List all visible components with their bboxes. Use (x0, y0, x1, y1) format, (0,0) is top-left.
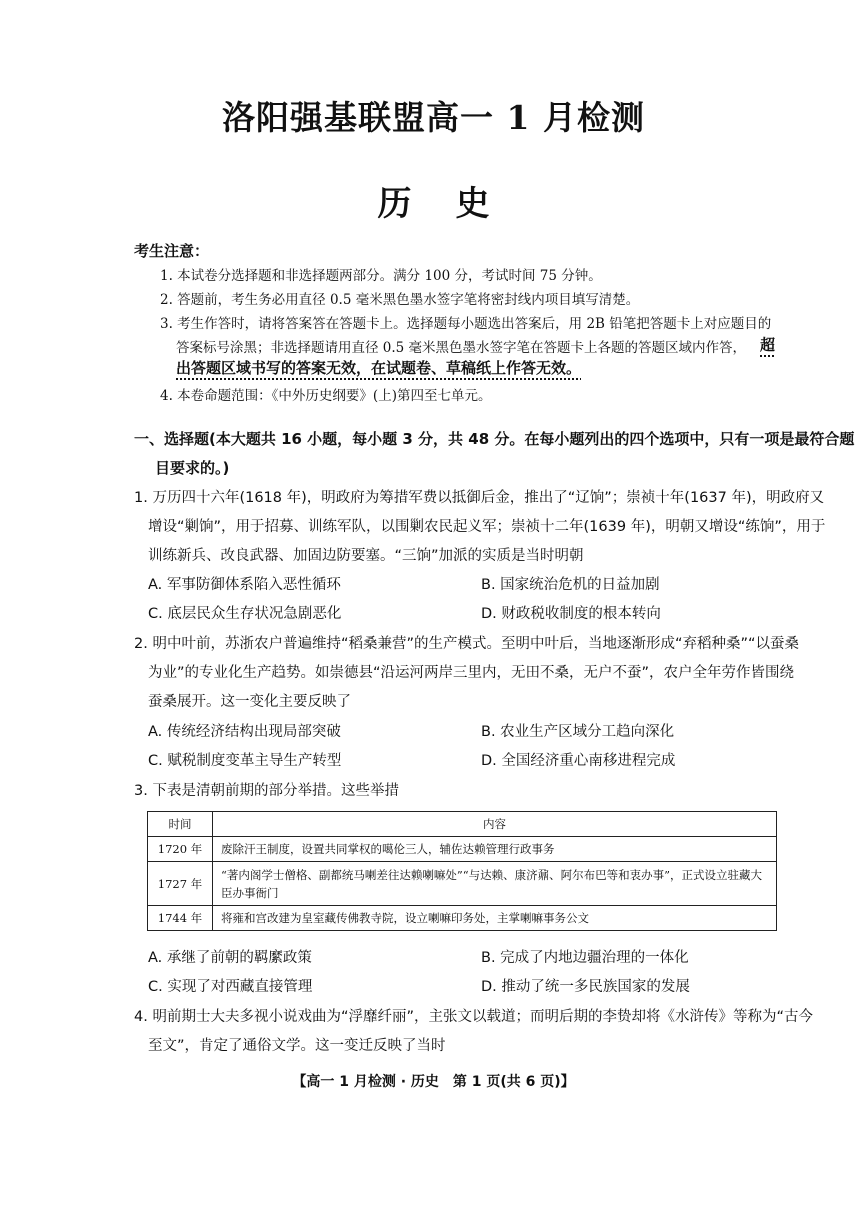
table-cell-time: 1744 年 (148, 906, 213, 931)
table-row (148, 862, 777, 906)
q2-stem-3: 蚕桑展开。这一变化主要反映了 (148, 694, 351, 710)
notice-item-2: 2. 答题前，考生务必用直径 0.5 毫米黑色墨水签字笔将密封线内项目填写清楚。 (160, 292, 640, 308)
q4-stem-1: 4. 明前期士大夫多视小说戏曲为“浮靡纤丽”，主张文以载道；而明后期的李贽却将《水浒传》等称为“古今 (134, 1009, 813, 1025)
q2-option-d[interactable]: D. 全国经济重心南移进程完成 (481, 753, 676, 769)
q2-option-c[interactable]: C. 赋税制度变革主导生产转型 (148, 753, 342, 769)
table-cell-time: 1720 年 (148, 837, 213, 862)
notice-item-3: 3. 考生作答时，请将答案答在答题卡上。选择题每小题选出答案后，用 2B 铅笔把答题卡上对应题目的 (160, 316, 772, 332)
table-cell-time: 1727 年 (148, 862, 213, 906)
q3-option-c[interactable]: C. 实现了对西藏直接管理 (148, 979, 313, 995)
notice-item-3-emph-a: 超 (760, 336, 776, 354)
q1-stem-1: 1. 万历四十六年(1618 年)，明政府为筹措军费以抵御后金，推出了“辽饷”；崇祯十年(1637 年)，明政府又 (134, 490, 825, 506)
notice-item-3-emph-b: 出答题区域书写的答案无效，在试题卷、草稿纸上作答无效。 (176, 359, 582, 377)
q4-stem-2: 至文”，肯定了通俗文学。这一变迁反映了当时 (148, 1038, 446, 1054)
notice-item-1: 1. 本试卷分选择题和非选择题两部分。满分 100 分，考试时间 75 分钟。 (160, 268, 602, 284)
q3-option-b[interactable]: B. 完成了内地边疆治理的一体化 (481, 950, 689, 966)
section-1-heading-cont: 目要求的。) (155, 459, 230, 477)
table-row (148, 837, 777, 862)
q1-option-b[interactable]: B. 国家统治危机的日益加剧 (481, 577, 660, 593)
q2-option-a[interactable]: A. 传统经济结构出现局部突破 (148, 724, 341, 740)
table-cell-content: 将雍和宫改建为皇室藏传佛教寺院，设立喇嘛印务处，主掌喇嘛事务公文 (213, 906, 777, 931)
subject-title: 历史 (377, 184, 534, 224)
notice-item-4: 4. 本卷命题范围：《中外历史纲要》(上)第四至七单元。 (160, 388, 492, 404)
q3-table (147, 811, 777, 931)
table-cell-content: 废除汗王制度，设置共同掌权的噶伦三人，辅佐达赖管理行政事务 (213, 837, 777, 862)
section-1-heading: 一、选择题(本大题共 16 小题，每小题 3 分，共 48 分。在每小题列出的四个选项中，只有一项是最符合题 (134, 430, 855, 448)
q2-stem-2: 为业”的专业化生产趋势。如崇德县“沿运河两岸三里内，无田不桑，无户不蚕”，农户全年劳作皆围绕 (148, 665, 795, 681)
q2-option-b[interactable]: B. 农业生产区域分工趋向深化 (481, 724, 675, 740)
table-header-content: 内容 (213, 812, 777, 837)
q3-option-a[interactable]: A. 承继了前朝的羁縻政策 (148, 950, 312, 966)
exam-title: 洛阳强基联盟高一 1 月检测 (222, 98, 645, 137)
table-header-time: 时间 (148, 812, 213, 837)
page-footer: 【高一 1 月检测 · 历史 第 1 页(共 6 页)】 (292, 1074, 575, 1090)
q2-stem-1: 2. 明中叶前，苏浙农户普遍维持“稻桑兼营”的生产模式。至明中叶后，当地逐渐形成“弃稻种桑”“以蚕桑 (134, 636, 799, 652)
q1-option-c[interactable]: C. 底层民众生存状况急剧恶化 (148, 606, 342, 622)
notice-item-3-cont: 答案标号涂黑；非选择题请用直径 0.5 毫米黑色墨水签字笔在答题卡上各题的答题区域内作答， (176, 340, 747, 356)
q3-stem: 3. 下表是清朝前期的部分举措。这些举措 (134, 783, 399, 799)
q3-option-d[interactable]: D. 推动了统一多民族国家的发展 (481, 979, 690, 995)
q1-stem-3: 训练新兵、改良武器、加固边防要塞。“三饷”加派的实质是当时明朝 (148, 548, 584, 564)
q1-stem-2: 增设“剿饷”，用于招募、训练军队，以围剿农民起义军；崇祯十二年(1639 年)，明朝又增设“练饷”，用于 (148, 519, 826, 535)
table-row (148, 906, 777, 931)
q1-option-d[interactable]: D. 财政税收制度的根本转向 (481, 606, 661, 622)
table-cell-content: “著内阁学士僧格、副都统马喇差往达赖喇嘛处”“与达赖、康济鼐、阿尔布巴等和衷办事”，正式设立驻藏大臣办事衙门 (213, 862, 777, 906)
table-header-row (148, 812, 777, 837)
q1-option-a[interactable]: A. 军事防御体系陷入恶性循环 (148, 577, 341, 593)
notice-heading: 考生注意： (134, 242, 210, 260)
